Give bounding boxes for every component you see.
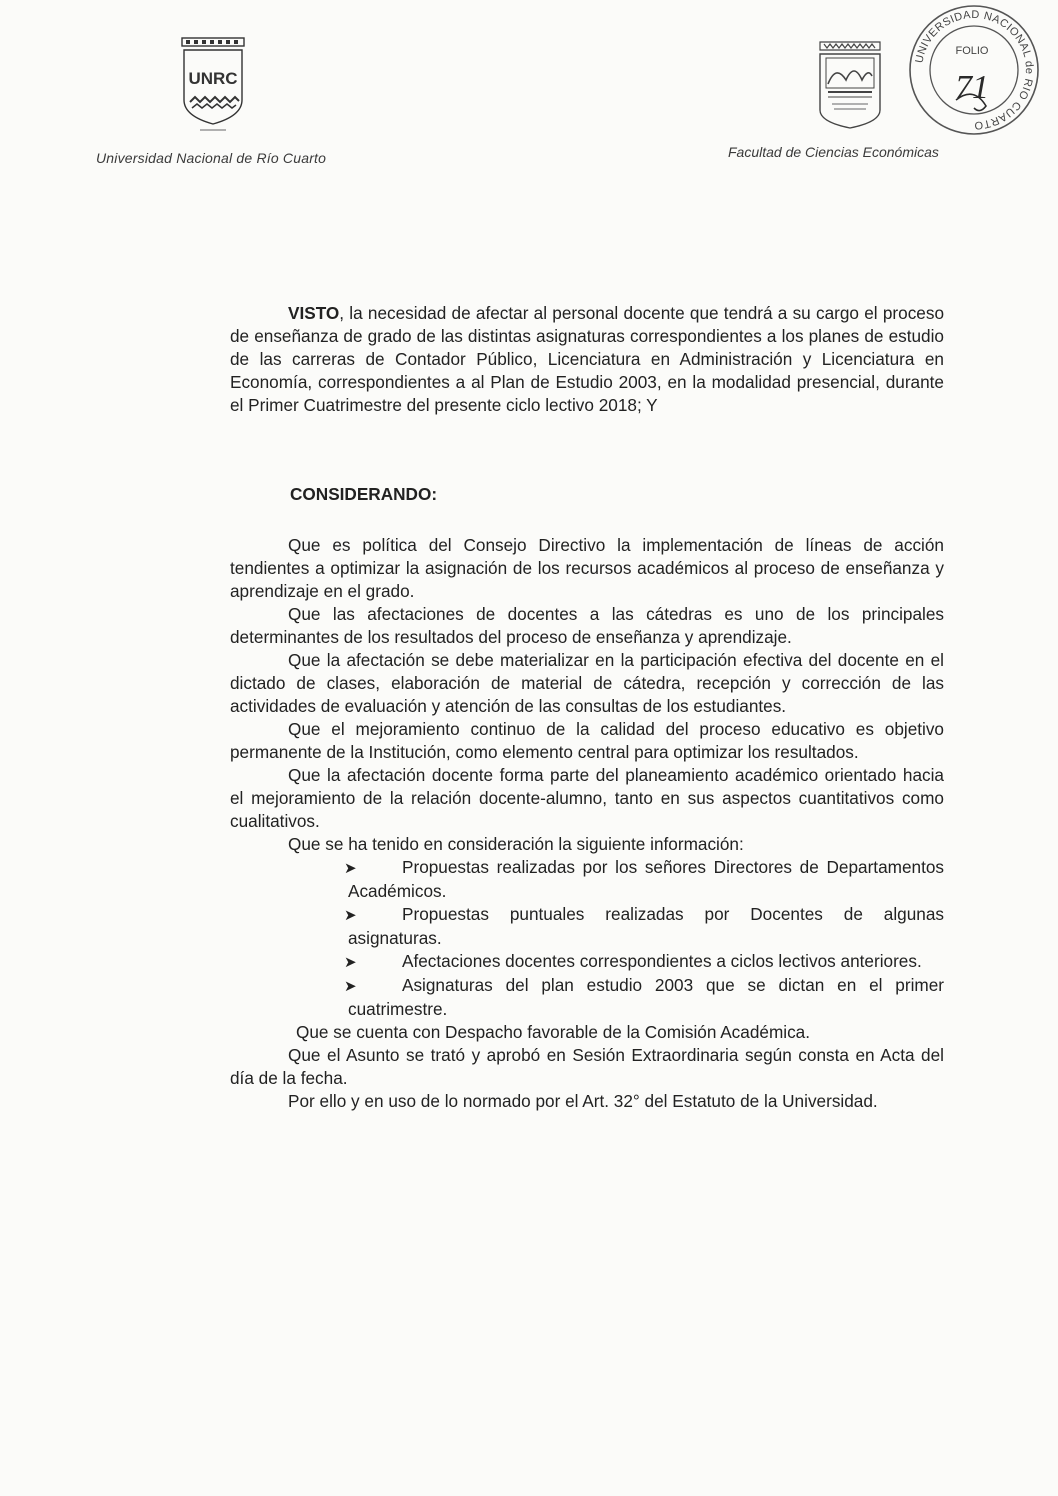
list-item: ➤ Propuestas realizadas por los señores Directores de Departamentos Académicos. bbox=[344, 857, 944, 901]
considerando-paragraph: Que es política del Consejo Directivo la implementación de líneas de acción tendientes a optimizar la asignación de los recursos académicos al proceso de enseñanza y aprendizaje en el grado. bbox=[230, 535, 944, 601]
logo-text: UNRC bbox=[188, 69, 238, 88]
visto-paragraph bbox=[230, 302, 944, 417]
arrow-bullet-icon: ➤ bbox=[344, 860, 357, 877]
university-name: Universidad Nacional de Río Cuarto bbox=[96, 150, 327, 166]
list-item: ➤ Afectaciones docentes correspondientes a ciclos lectivos anteriores. bbox=[230, 950, 944, 974]
visto-lead: VISTO bbox=[288, 303, 340, 323]
stamp-label: FOLIO bbox=[955, 45, 989, 57]
considerando-paragraph: Que las afectaciones de docentes a las cátedras es uno de los principales determinantes de los resultados del proceso de enseñanza y aprendizaje. bbox=[230, 604, 944, 647]
closing-paragraph: Por ello y en uso de lo normado por el Art. 32° del Estatuto de la Universidad. bbox=[288, 1091, 878, 1111]
list-item: ➤ Propuestas puntuales realizadas por Docentes de algunas asignaturas. bbox=[344, 904, 944, 948]
stamp-number: 71 bbox=[955, 69, 989, 106]
stamp-ring-text: UNIVERSIDAD NACIONAL de RIO CUARTO bbox=[913, 8, 1036, 132]
considerando-paragraph: Que el mejoramiento continuo de la calidad del proceso educativo es objetivo permanente de la Institución, como elemento central para optimizar los resultados. bbox=[230, 719, 944, 762]
considerando-body bbox=[230, 534, 944, 1113]
considerando-heading: CONSIDERANDO: bbox=[290, 484, 438, 504]
visto-text: , la necesidad de afectar al personal docente que tendrá a su cargo el proceso de enseñanza de grado de las distintas asignaturas correspondientes a los planes de estudio de las carreras de Contador Público, Licenciatura en Administración y Licenciatura en Economía, correspondientes a al Plan de Estudio 2003, en la modalidad presencial, durante el Primer Cuatrimestre del presente ciclo lectivo 2018; Y bbox=[230, 303, 944, 415]
considerando-paragraph: Que se ha tenido en consideración la siguiente información: bbox=[288, 834, 744, 854]
unrc-logo bbox=[178, 36, 248, 132]
arrow-bullet-icon: ➤ bbox=[344, 978, 357, 995]
list-item: ➤ Asignaturas del plan estudio 2003 que se dictan en el primer cuatrimestre. bbox=[344, 975, 944, 1019]
folio-stamp bbox=[906, 4, 1042, 136]
arrow-bullet-icon: ➤ bbox=[344, 954, 357, 971]
faculty-name: Facultad de Ciencias Económicas bbox=[728, 144, 939, 160]
information-list bbox=[230, 856, 944, 1021]
closing-paragraph: Que se cuenta con Despacho favorable de la Comisión Académica. bbox=[296, 1022, 811, 1042]
closing-paragraph: Que el Asunto se trató y aprobó en Sesión Extraordinaria según consta en Acta del día de la fecha. bbox=[230, 1045, 944, 1088]
faculty-logo bbox=[816, 40, 884, 130]
considerando-paragraph: Que la afectación se debe materializar en la participación efectiva del docente en el dictado de clases, elaboración de material de cátedra, recepción y corrección de las actividades de evaluación y atención de las consultas de los estudiantes. bbox=[230, 650, 944, 716]
considerando-paragraph: Que la afectación docente forma parte del planeamiento académico orientado hacia el mejoramiento de la relación docente-alumno, tanto en sus aspectos cuantitativos como cualitativos. bbox=[230, 765, 944, 831]
arrow-bullet-icon: ➤ bbox=[344, 907, 357, 924]
